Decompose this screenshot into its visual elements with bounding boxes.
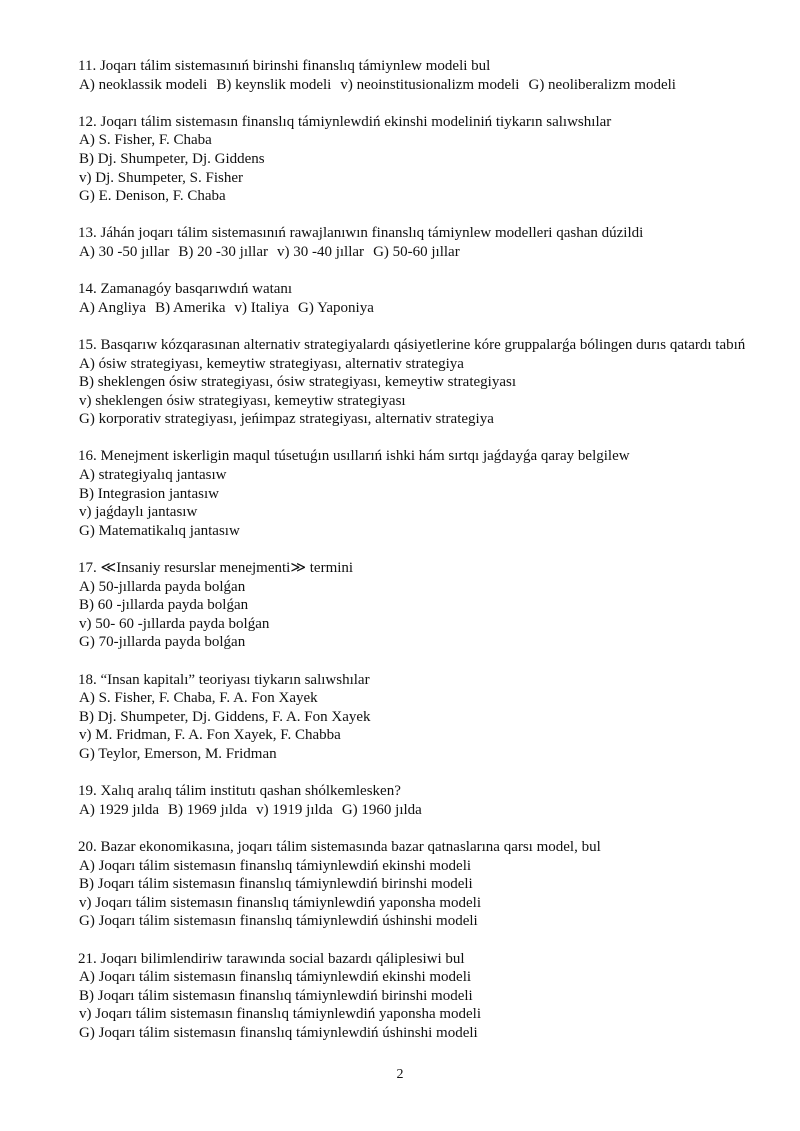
answer-option: B) Joqarı tálim sistemasın finanslıq támiynlewdiń birinshi modeli <box>79 987 473 1004</box>
answer-option: G) neoliberalizm modeli <box>528 76 676 93</box>
question-stem: 19. Xalıq aralıq tálim institutı qashan shólkemlesken? <box>78 783 401 800</box>
answer-option: A) Joqarı tálim sistemasın finanslıq támiynlewdiń ekinshi modeli <box>79 969 472 986</box>
answer-option: v) 50- 60 -jıllarda payda bolǵan <box>79 615 270 632</box>
question-stem: 16. Menejment iskerligin maqul túsetuǵın usıllarıń ishki hám sırtqı jaǵdayǵa qaray belgilew <box>78 448 630 465</box>
question-block <box>78 113 746 206</box>
answer-option: G) Teylor, Emerson, M. Fridman <box>79 745 277 762</box>
answer-option: B) Amerika <box>155 299 226 316</box>
answer-option: v) Italiya <box>234 299 290 316</box>
answer-option: v) sheklengen ósiw strategiyası, kemeytiw strategiyası <box>79 392 406 409</box>
answer-option: A) 50-jıllarda payda bolǵan <box>79 578 246 595</box>
answer-options-row <box>78 243 746 262</box>
answer-option: B) sheklengen ósiw strategiyası, ósiw strategiyası, kemeytiw strategiyası <box>79 374 516 391</box>
answer-option: v) Joqarı tálim sistemasın finanslıq támiynlewdiń yaponsha modeli <box>79 1006 482 1023</box>
question-list <box>78 57 746 1061</box>
answer-option: A) strategiyalıq jantasıw <box>79 467 227 484</box>
question-block <box>78 224 746 261</box>
answer-option: G) 70-jıllarda payda bolǵan <box>79 634 246 651</box>
answer-option: G) korporativ strategiyası, jeńimpaz strategiyası, alternativ strategiya <box>79 411 494 428</box>
answer-option: B) 20 -30 jıllar <box>178 243 268 260</box>
question-stem: 12. Joqarı tálim sistemasın finanslıq támiynlewdiń ekinshi modeliniń tiykarın salıwshılar <box>78 113 612 130</box>
question-block <box>78 782 746 819</box>
question-stem: 11. Joqarı tálim sistemasınıń birinshi finanslıq támiynlew modeli bul <box>78 58 491 74</box>
answer-option: v) M. Fridman, F. A. Fon Xayek, F. Chabba <box>79 727 341 744</box>
answer-option: A) ósiw strategiyası, kemeytiw strategiyası, alternativ strategiya <box>79 355 464 372</box>
answer-option: B) Integrasion jantasıw <box>79 485 219 502</box>
question-stem: 18. “Insan kapitalı” teoriyası tiykarın salıwshılar <box>78 671 370 688</box>
answer-option: B) Joqarı tálim sistemasın finanslıq támiynlewdiń birinshi modeli <box>79 876 473 893</box>
answer-option: G) E. Denison, F. Chaba <box>79 188 226 205</box>
question-block <box>78 559 746 652</box>
question-stem: 15. Basqarıw kózqarasınan alternativ strategiyalardı qásiyetlerine kóre gruppalarǵa bólingen durıs qatardı tabıń <box>78 336 746 353</box>
question-block <box>78 838 746 931</box>
answer-option: A) Angliya <box>79 299 147 316</box>
question-block <box>78 447 746 540</box>
question-stem: 21. Joqarı bilimlendiriw tarawında social bazardı qáliplesiwi bul <box>78 950 465 967</box>
page-number: 2 <box>396 1067 404 1082</box>
answer-option: v) neoinstitusionalizm modeli <box>340 76 520 93</box>
question-block <box>78 671 746 764</box>
answer-option: G) Joqarı tálim sistemasın finanslıq támiynlewdiń úshinshi modeli <box>79 1024 478 1041</box>
question-stem: 13. Jáhán joqarı tálim sistemasınıń rawajlanıwın finanslıq támiynlew modelleri qashan dúzildi <box>78 225 644 242</box>
answer-option: B) 60 -jıllarda payda bolǵan <box>79 597 249 614</box>
answer-option: A) neoklassik modeli <box>79 76 208 93</box>
answer-option: A) 1929 jılda <box>79 801 159 818</box>
answer-option: G) 1960 jılda <box>341 801 422 818</box>
answer-option: A) 30 -50 jıllar <box>79 243 170 260</box>
answer-option: B) keynslik modeli <box>216 76 332 93</box>
answer-option: B) Dj. Shumpeter, Dj. Giddens <box>79 150 265 167</box>
question-stem: 17. ≪Insaniy resurslar menejmenti≫ termini <box>78 560 354 577</box>
answer-option: v) 1919 jılda <box>256 801 333 818</box>
answer-options-row <box>78 801 746 820</box>
answer-option: A) S. Fisher, F. Chaba <box>79 132 212 149</box>
answer-option: A) Joqarı tálim sistemasın finanslıq támiynlewdiń ekinshi modeli <box>79 857 472 874</box>
question-block <box>78 280 746 317</box>
answer-option: v) Joqarı tálim sistemasın finanslıq támiynlewdiń yaponsha modeli <box>79 894 482 911</box>
question-block <box>78 57 746 94</box>
answer-options-row <box>78 299 746 318</box>
answer-option: v) Dj. Shumpeter, S. Fisher <box>79 169 243 186</box>
answer-option: v) 30 -40 jıllar <box>276 243 365 260</box>
question-stem: 14. Zamanagóy basqarıwdıń watanı <box>78 281 293 298</box>
question-block <box>78 336 746 429</box>
question-block <box>78 950 746 1043</box>
question-stem: 20. Bazar ekonomikasına, joqarı tálim sistemasında bazar qatnaslarına qarsı model, bul <box>78 838 601 855</box>
answer-options-row <box>78 76 746 95</box>
answer-option: A) S. Fisher, F. Chaba, F. A. Fon Xayek <box>79 690 318 707</box>
answer-option: G) Yaponiya <box>298 299 374 316</box>
answer-option: G) Matematikalıq jantasıw <box>79 522 240 539</box>
answer-option: v) jaǵdaylı jantasıw <box>79 504 198 521</box>
answer-option: G) 50-60 jıllar <box>373 243 460 260</box>
answer-option: G) Joqarı tálim sistemasın finanslıq támiynlewdiń úshinshi modeli <box>79 913 478 930</box>
answer-option: B) 1969 jılda <box>168 801 248 818</box>
answer-option: B) Dj. Shumpeter, Dj. Giddens, F. A. Fon Xayek <box>79 708 371 725</box>
